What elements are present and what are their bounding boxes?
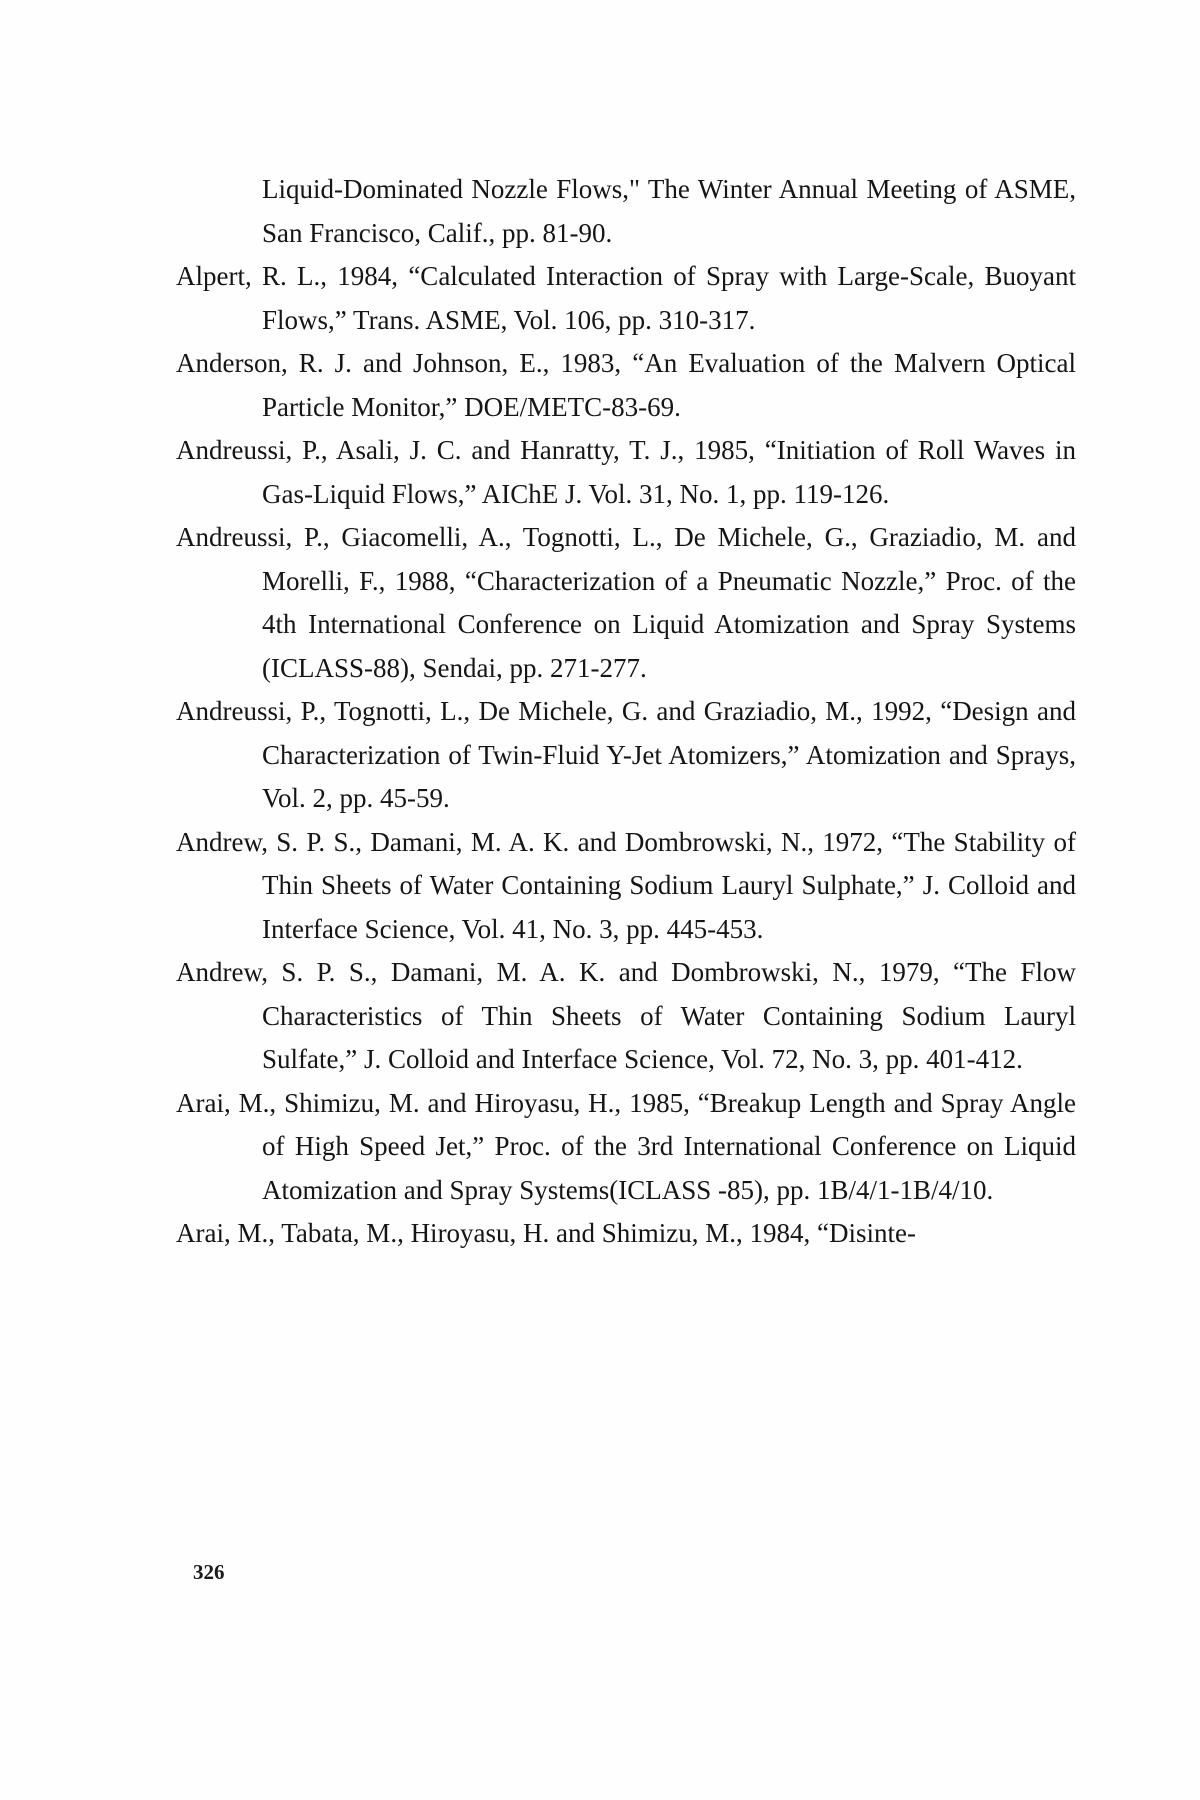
reference-entry: Andrew, S. P. S., Damani, M. A. K. and Dombrowski, N., 1979, “The Flow Characteristics of Thin Sheets of Water Containing Sodium Lauryl Sulfate,” J. Colloid and Interface Science, Vol. 72, No. 3, pp. 401-412. — [176, 957, 1076, 1074]
reference-entry: Alpert, R. L., 1984, “Calculated Interaction of Spray with Large-Scale, Buoyant Flows,” Trans. ASME, Vol. 106, pp. 310-317. — [176, 261, 1076, 335]
reference-entry: Liquid-Dominated Nozzle Flows," The Winter Annual Meeting of ASME, San Francisco, Calif., pp. 81-90. — [262, 174, 1076, 248]
reference-entry: Andreussi, P., Tognotti, L., De Michele, G. and Graziadio, M., 1992, “Design and Characterization of Twin-Fluid Y-Jet Atomizers,” Atomization and Sprays, Vol. 2, pp. 45-59. — [176, 696, 1076, 813]
reference-entry: Andreussi, P., Asali, J. C. and Hanratty, T. J., 1985, “Initiation of Roll Waves in Gas-Liquid Flows,” AIChE J. Vol. 31, No. 1, pp. 119-126. — [176, 435, 1076, 509]
reference-entry: Anderson, R. J. and Johnson, E., 1983, “An Evaluation of the Malvern Optical Particle Monitor,” DOE/METC-83-69. — [176, 348, 1076, 422]
reference-entry: Arai, M., Shimizu, M. and Hiroyasu, H., 1985, “Breakup Length and Spray Angle of High Speed Jet,” Proc. of the 3rd International Conference on Liquid Atomization and Spray Systems(ICLASS -85), pp. 1B/4/1-1B/4/10. — [176, 1087, 1076, 1205]
reference-entry: Arai, M., Tabata, M., Hiroyasu, H. and Shimizu, M., 1984, “Disinte- — [176, 1218, 917, 1248]
page-number: 326 — [193, 1560, 225, 1584]
reference-entry: Andrew, S. P. S., Damani, M. A. K. and Dombrowski, N., 1972, “The Stability of Thin Sheets of Water Containing Sodium Lauryl Sulphate,” J. Colloid and Interface Science, Vol. 41, No. 3, pp. 445-453. — [176, 826, 1076, 944]
reference-list — [176, 168, 1076, 1256]
reference-entry: Andreussi, P., Giacomelli, A., Tognotti, L., De Michele, G., Graziadio, M. and Morelli, F., 1988, “Characterization of a Pneumatic Nozzle,” Proc. of the 4th International Conference on Liquid Atomization and Spray Systems (ICLASS-88), Sendai, pp. 271-277. — [176, 522, 1076, 683]
